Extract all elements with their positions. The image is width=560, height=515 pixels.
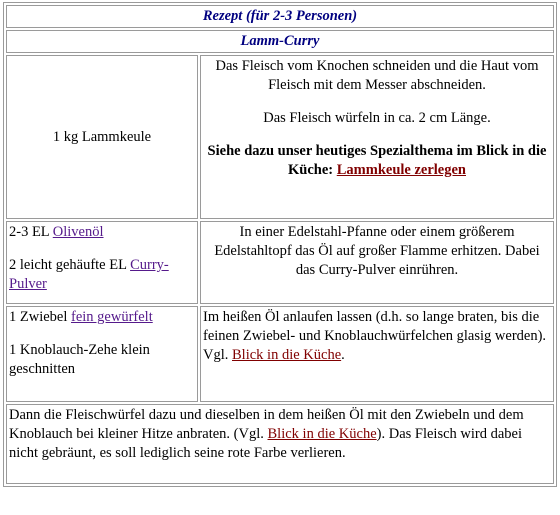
step-cell — [200, 221, 554, 304]
link-curry-pulver[interactable]: Curry-Pulver — [9, 257, 169, 292]
ingredient-knoblauch: 1 Knoblauch-Zehe klein geschnitten — [9, 342, 150, 377]
step-cell — [200, 306, 554, 402]
ingredient-cell — [6, 221, 198, 304]
ingredient-cell — [6, 55, 198, 219]
ingredient-zwiebel — [9, 308, 195, 327]
step-text: In einer Edelstahl-Pfanne oder einem größerem Edelstahltopf das Öl auf großer Flamme erhitzen. Dabei das Curry-Pulver einrühren. — [214, 224, 540, 278]
link-fein-gewuerfelt[interactable]: fein gewürfelt — [71, 309, 153, 325]
dish-title: Lamm-Curry — [6, 30, 554, 53]
ingredient-olivenoel — [9, 223, 195, 242]
ingredient-amount: 2-3 EL — [9, 224, 50, 240]
link-blick-in-die-kueche-footer[interactable]: Blick in die Küche — [267, 426, 377, 442]
ingredient-curry — [9, 256, 195, 294]
footer-text-end: ). Das Fleisch wird dabei nicht gebräunt, es soll lediglich seine rote Farbe verlieren. — [9, 426, 523, 461]
ingredient-lammkeule: 1 kg Lammkeule — [52, 128, 152, 145]
footer-step-cell — [6, 404, 554, 484]
step-text: Im heißen Öl anlaufen lassen (d.h. so lange braten, bis die feinen Zwiebel- und Knoblauchwürfelchen glasig werden). Vgl. — [203, 309, 547, 363]
link-blick-in-die-kueche[interactable]: Blick in die Küche — [232, 347, 342, 363]
step-cell — [200, 55, 554, 219]
ingredient-amount: 2 leicht gehäufte EL — [9, 257, 127, 273]
step-text: Das Fleisch vom Knochen schneiden und die Haut vom Fleisch mit dem Messer abschneiden. — [215, 58, 539, 93]
step-text: Das Fleisch würfeln in ca. 2 cm Länge. — [263, 110, 491, 126]
ingredient-amount: 1 Zwiebel — [9, 309, 68, 325]
step-punctuation: . — [341, 347, 345, 363]
link-olivenoel[interactable]: Olivenöl — [52, 224, 104, 240]
recipe-title: Rezept (für 2-3 Personen) — [6, 5, 554, 28]
link-lammkeule-zerlegen[interactable]: Lammkeule zerlegen — [336, 162, 466, 178]
ingredient-cell — [6, 306, 198, 402]
special-topic-text: Siehe dazu unser heutiges Spezialthema im Blick in die Küche: — [207, 143, 547, 178]
recipe-table — [3, 2, 557, 487]
footer-text: Dann die Fleischwürfel dazu und dieselben in dem heißen Öl mit den Zwiebeln und dem Knoblauch bei kleiner Hitze anbraten. (Vgl. — [9, 407, 524, 442]
special-topic-note — [203, 142, 551, 180]
